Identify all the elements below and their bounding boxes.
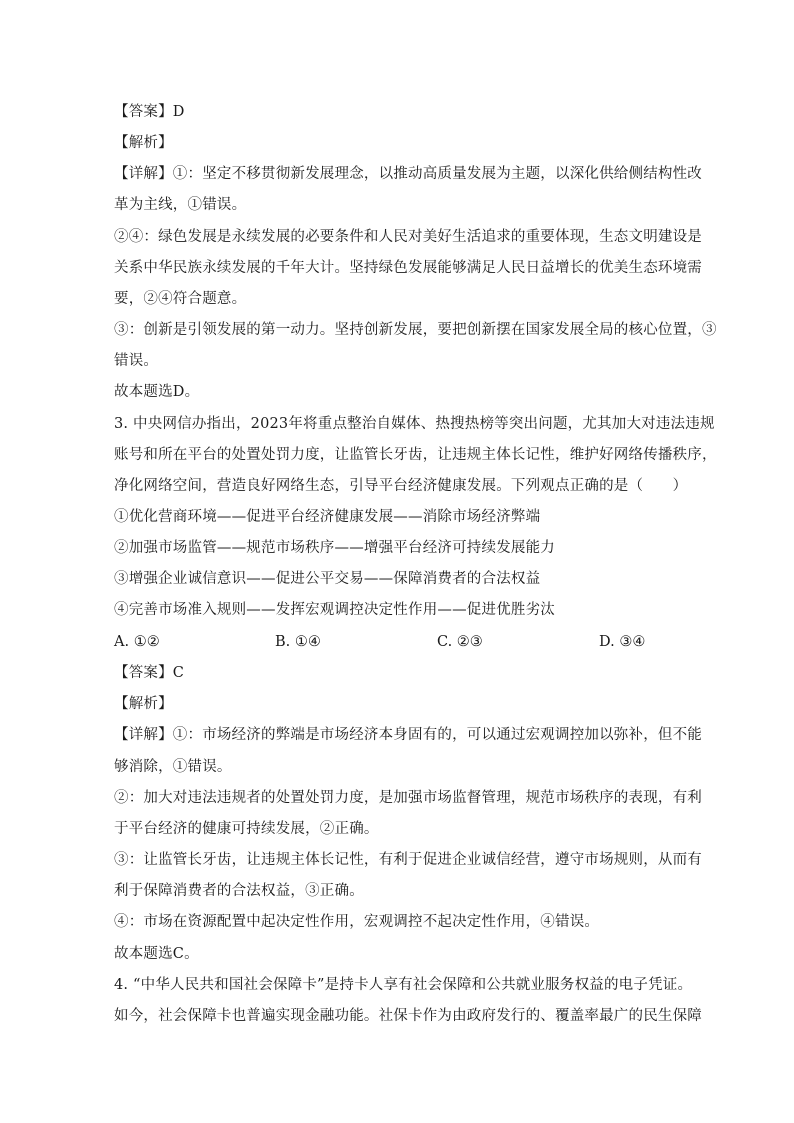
q2-answer: 【答案】D xyxy=(114,104,185,120)
q2-detail-line: 要，②④符合题意。 xyxy=(114,291,247,307)
q2-detail-line: 革为主线，①错误。 xyxy=(114,197,247,213)
q3-detail-line: ②：加大对违法违规者的处置处罚力度，是加强市场监督管理，规范市场秩序的表现，有利 xyxy=(114,790,702,806)
q3-detail-line: ④：市场在资源配置中起决定性作用，宏观调控不起决定性作用，④错误。 xyxy=(114,914,600,930)
q2-detail-line: 【详解】①：坚定不移贯彻新发展理念，以推动高质量发展为主题，以深化供给侧结构性改 xyxy=(114,166,702,182)
q3-item-1: ①优化营商环境——促进平台经济健康发展——消除市场经济弊端 xyxy=(114,509,541,525)
q2-detail-line: ③：创新是引领发展的第一动力。坚持创新发展，要把创新摆在国家发展全局的核心位置，③ xyxy=(114,322,717,338)
q3-analysis-label: 【解析】 xyxy=(114,696,173,712)
q3-option-b: B. ①④ xyxy=(275,634,321,650)
q2-detail-line: 错误。 xyxy=(114,353,159,369)
q2-analysis-label: 【解析】 xyxy=(114,135,173,151)
q3-detail-line: 于平台经济的健康可持续发展，②正确。 xyxy=(114,821,379,837)
q2-detail-line: 关系中华民族永续发展的千年大计。坚持绿色发展能够满足人民日益增长的优美生态环境需 xyxy=(114,260,702,276)
q3-item-2: ②加强市场监管——规范市场秩序——增强平台经济可持续发展能力 xyxy=(114,540,555,556)
q3-item-3: ③增强企业诚信意识——促进公平交易——保障消费者的合法权益 xyxy=(114,571,541,587)
q3-answer: 【答案】C xyxy=(114,665,185,681)
q3-detail-line: 够消除，①错误。 xyxy=(114,759,232,775)
q3-stem-line: 净化网络空间，营造良好网络生态，引导平台经济健康发展。下列观点正确的是（ ） xyxy=(114,478,688,494)
q3-stem-line: 账号和所在平台的处置处罚力度，让监管长牙齿，让违规主体长记性，维护好网络传播秩序， xyxy=(114,447,717,463)
q3-detail-line: 【详解】①：市场经济的弊端是市场经济本身固有的，可以通过宏观调控加以弥补，但不能 xyxy=(114,727,702,743)
q4-stem-line: 如今，社会保障卡也普遍实现金融功能。社保卡作为由政府发行的、覆盖率最广的民生保障 xyxy=(114,1008,702,1024)
q3-detail-line: 利于保障消费者的合法权益，③正确。 xyxy=(114,883,364,899)
q2-detail-line: ②④：绿色发展是永续发展的必要条件和人民对美好生活追求的重要体现，生态文明建设是 xyxy=(114,229,702,245)
q3-stem-line: 3. 中央网信办指出，2023年将重点整治自媒体、热搜热榜等突出问题，尤其加大对违法违规 xyxy=(114,416,715,432)
q3-conclusion: 故本题选C。 xyxy=(114,946,199,962)
q3-item-4: ④完善市场准入规则——发挥宏观调控决定性作用——促进优胜劣汰 xyxy=(114,602,555,618)
q3-option-c: C. ②③ xyxy=(437,634,483,650)
q3-option-a: A. ①② xyxy=(114,634,160,650)
q4-stem-line: 4. “中华人民共和国社会保障卡”是持卡人享有社会保障和公共就业服务权益的电子凭证。 xyxy=(114,977,693,993)
q3-option-d: D. ③④ xyxy=(599,634,646,650)
q3-detail-line: ③：让监管长牙齿，让违规主体长记性，有利于促进企业诚信经营，遵守市场规则，从而有 xyxy=(114,852,702,868)
q2-conclusion: 故本题选D。 xyxy=(114,384,200,400)
